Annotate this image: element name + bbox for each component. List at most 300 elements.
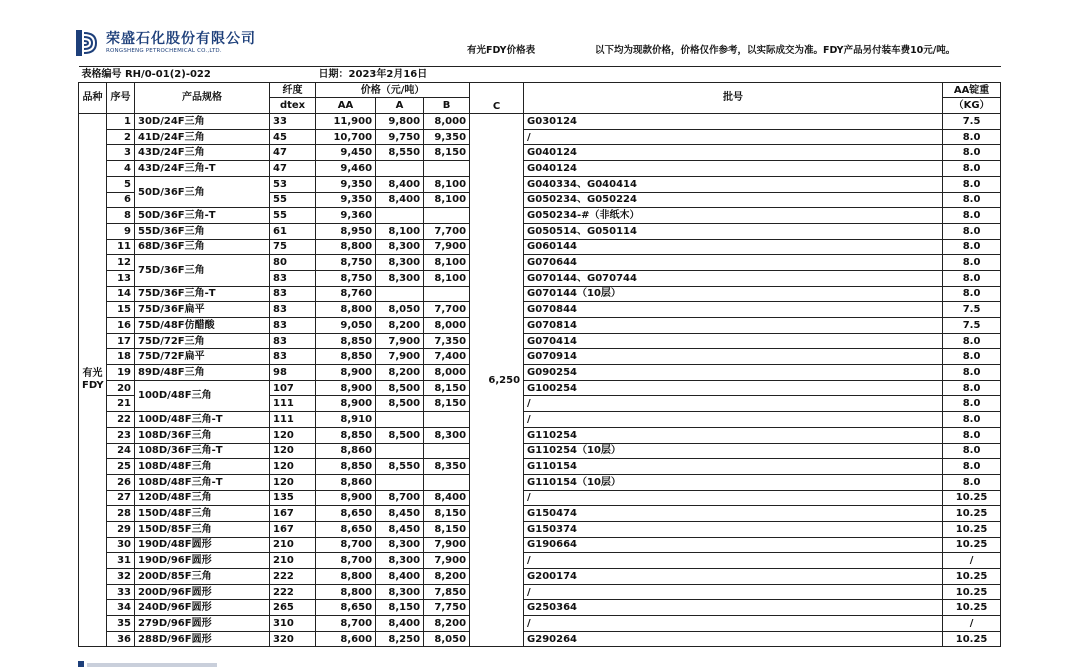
col-weight-top: AA锭重	[943, 82, 1001, 98]
price-a-cell: 8,400	[376, 616, 424, 632]
spec-cell: 43D/24F三角	[135, 145, 270, 161]
table-row	[79, 506, 1001, 522]
batch-cell: G190664	[524, 537, 943, 553]
price-a-cell: 8,550	[376, 459, 424, 475]
table-row	[79, 553, 1001, 569]
price-b-cell: 8,000	[424, 318, 470, 334]
meta-row	[79, 67, 1001, 83]
dtex-cell: 167	[270, 506, 316, 522]
price-aa-cell: 8,800	[316, 584, 376, 600]
spec-cell: 150D/85F三角	[135, 521, 270, 537]
spec-cell: 108D/36F三角	[135, 427, 270, 443]
batch-cell: G150474	[524, 506, 943, 522]
price-a-cell: 9,750	[376, 129, 424, 145]
table-row	[79, 365, 1001, 381]
table-row	[79, 490, 1001, 506]
price-aa-cell: 8,800	[316, 239, 376, 255]
dtex-cell: 310	[270, 616, 316, 632]
document-title: 有光FDY价格表	[467, 45, 536, 56]
batch-cell: /	[524, 584, 943, 600]
price-a-cell: 8,400	[376, 176, 424, 192]
price-a-cell: 8,300	[376, 255, 424, 271]
table-row	[79, 176, 1001, 192]
batch-cell: /	[524, 553, 943, 569]
date-label: 日期：2023年2月16日	[316, 67, 1001, 83]
seq-cell: 36	[107, 631, 135, 647]
col-variety: 品种	[79, 82, 107, 113]
col-aa: AA	[316, 98, 376, 114]
spec-cell: 75D/72F扁平	[135, 349, 270, 365]
seq-cell: 32	[107, 569, 135, 585]
price-aa-cell: 8,650	[316, 521, 376, 537]
price-a-cell: 8,300	[376, 553, 424, 569]
dtex-cell: 210	[270, 537, 316, 553]
price-b-cell: 8,200	[424, 616, 470, 632]
table-row	[79, 208, 1001, 224]
batch-cell: G150374	[524, 521, 943, 537]
batch-cell: G050234、G050224	[524, 192, 943, 208]
dtex-cell: 83	[270, 302, 316, 318]
variety-cell: 有光 FDY	[79, 114, 107, 647]
dtex-cell: 80	[270, 255, 316, 271]
price-aa-cell: 8,750	[316, 270, 376, 286]
price-a-cell: 9,800	[376, 114, 424, 130]
weight-cell: 8.0	[943, 192, 1001, 208]
table-row	[79, 474, 1001, 490]
price-aa-cell: 8,950	[316, 223, 376, 239]
col-a: A	[376, 98, 424, 114]
table-row	[79, 443, 1001, 459]
weight-cell: 8.0	[943, 427, 1001, 443]
seq-cell: 31	[107, 553, 135, 569]
weight-cell: 8.0	[943, 349, 1001, 365]
price-b-cell: 7,700	[424, 223, 470, 239]
table-row	[79, 223, 1001, 239]
company-logo	[76, 30, 256, 56]
spec-cell: 75D/72F三角	[135, 333, 270, 349]
spec-cell: 200D/96F圆形	[135, 584, 270, 600]
weight-cell: 10.25	[943, 490, 1001, 506]
batch-cell: G250364	[524, 600, 943, 616]
spec-cell: 55D/36F三角	[135, 223, 270, 239]
dtex-cell: 265	[270, 600, 316, 616]
batch-cell: G110154	[524, 459, 943, 475]
seq-cell: 19	[107, 365, 135, 381]
price-a-cell: 7,900	[376, 333, 424, 349]
dtex-cell: 135	[270, 490, 316, 506]
price-b-cell: 7,750	[424, 600, 470, 616]
table-row	[79, 161, 1001, 177]
price-aa-cell: 8,700	[316, 537, 376, 553]
dtex-cell: 167	[270, 521, 316, 537]
batch-cell: G290264	[524, 631, 943, 647]
dtex-cell: 83	[270, 286, 316, 302]
spec-cell: 190D/48F圆形	[135, 537, 270, 553]
form-number: 表格编号 RH/0-01(2)-022	[79, 67, 316, 83]
spec-cell: 68D/36F三角	[135, 239, 270, 255]
seq-cell: 27	[107, 490, 135, 506]
price-a-cell: 8,550	[376, 145, 424, 161]
weight-cell: 8.0	[943, 286, 1001, 302]
weight-cell: 7.5	[943, 302, 1001, 318]
price-b-cell: 8,350	[424, 459, 470, 475]
spec-cell: 75D/36F扁平	[135, 302, 270, 318]
price-a-cell: 8,400	[376, 569, 424, 585]
weight-cell: 10.25	[943, 506, 1001, 522]
price-b-cell: 8,150	[424, 380, 470, 396]
price-aa-cell: 8,910	[316, 412, 376, 428]
price-b-cell: 7,400	[424, 349, 470, 365]
seq-cell: 35	[107, 616, 135, 632]
price-a-cell	[376, 161, 424, 177]
dtex-cell: 75	[270, 239, 316, 255]
seq-cell: 22	[107, 412, 135, 428]
dtex-cell: 55	[270, 208, 316, 224]
price-a-cell: 8,450	[376, 521, 424, 537]
seq-cell: 24	[107, 443, 135, 459]
price-aa-cell: 8,900	[316, 396, 376, 412]
price-aa-cell: 8,650	[316, 506, 376, 522]
weight-cell: 10.25	[943, 569, 1001, 585]
dtex-cell: 222	[270, 569, 316, 585]
dtex-cell: 45	[270, 129, 316, 145]
price-a-cell: 8,300	[376, 584, 424, 600]
dtex-cell: 120	[270, 443, 316, 459]
price-aa-cell: 8,850	[316, 349, 376, 365]
price-b-cell: 8,100	[424, 255, 470, 271]
weight-cell: 7.5	[943, 318, 1001, 334]
weight-cell: 8.0	[943, 129, 1001, 145]
col-dtex-top: 纤度	[270, 82, 316, 98]
col-b: B	[424, 98, 470, 114]
spec-cell: 108D/48F三角-T	[135, 474, 270, 490]
weight-cell: 8.0	[943, 412, 1001, 428]
batch-cell: G110154（10层）	[524, 474, 943, 490]
price-b-cell: 9,350	[424, 129, 470, 145]
price-b-cell: 8,100	[424, 176, 470, 192]
spec-cell: 150D/48F三角	[135, 506, 270, 522]
dtex-cell: 83	[270, 349, 316, 365]
weight-cell: 8.0	[943, 270, 1001, 286]
price-a-cell: 8,150	[376, 600, 424, 616]
spec-cell: 288D/96F圆形	[135, 631, 270, 647]
price-aa-cell: 10,700	[316, 129, 376, 145]
weight-cell: 8.0	[943, 176, 1001, 192]
price-a-cell: 8,050	[376, 302, 424, 318]
price-a-cell: 8,100	[376, 223, 424, 239]
col-seq: 序号	[107, 82, 135, 113]
weight-cell: 8.0	[943, 474, 1001, 490]
header-row-1	[79, 82, 1001, 98]
seq-cell: 23	[107, 427, 135, 443]
table-row	[79, 239, 1001, 255]
price-b-cell: 8,150	[424, 506, 470, 522]
weight-cell: 8.0	[943, 161, 1001, 177]
price-b-cell: 7,700	[424, 302, 470, 318]
spec-cell: 75D/36F三角-T	[135, 286, 270, 302]
price-a-cell: 8,300	[376, 537, 424, 553]
price-b-cell: 8,400	[424, 490, 470, 506]
price-b-cell: 7,850	[424, 584, 470, 600]
weight-cell: 8.0	[943, 380, 1001, 396]
price-b-cell: 8,100	[424, 192, 470, 208]
batch-cell: /	[524, 396, 943, 412]
table-row	[79, 459, 1001, 475]
price-b-cell: 8,000	[424, 365, 470, 381]
batch-cell: /	[524, 129, 943, 145]
table-row	[79, 286, 1001, 302]
price-aa-cell: 8,900	[316, 490, 376, 506]
price-aa-cell: 8,750	[316, 255, 376, 271]
price-a-cell	[376, 443, 424, 459]
spec-cell: 108D/48F三角	[135, 459, 270, 475]
price-c-cell: 6,250	[470, 114, 524, 647]
spec-cell: 190D/96F圆形	[135, 553, 270, 569]
dtex-cell: 55	[270, 192, 316, 208]
batch-cell: /	[524, 490, 943, 506]
seq-cell: 20	[107, 380, 135, 396]
price-a-cell: 8,500	[376, 380, 424, 396]
spec-cell: 279D/96F圆形	[135, 616, 270, 632]
price-aa-cell: 8,860	[316, 474, 376, 490]
price-a-cell	[376, 412, 424, 428]
dtex-cell: 111	[270, 396, 316, 412]
seq-cell: 34	[107, 600, 135, 616]
price-aa-cell: 8,800	[316, 569, 376, 585]
price-b-cell: 8,000	[424, 114, 470, 130]
spec-cell: 120D/48F三角	[135, 490, 270, 506]
weight-cell: 8.0	[943, 396, 1001, 412]
seq-cell: 26	[107, 474, 135, 490]
seq-cell: 8	[107, 208, 135, 224]
seq-cell: 5	[107, 176, 135, 192]
weight-cell: 7.5	[943, 114, 1001, 130]
price-aa-cell: 8,900	[316, 365, 376, 381]
price-aa-cell: 9,360	[316, 208, 376, 224]
seq-cell: 25	[107, 459, 135, 475]
weight-cell: 8.0	[943, 365, 1001, 381]
col-weight-bottom: （KG）	[943, 98, 1001, 114]
price-a-cell: 8,250	[376, 631, 424, 647]
seq-cell: 29	[107, 521, 135, 537]
dtex-cell: 320	[270, 631, 316, 647]
dtex-cell: 222	[270, 584, 316, 600]
seq-cell: 33	[107, 584, 135, 600]
price-aa-cell: 9,350	[316, 192, 376, 208]
batch-cell: G070144（10层）	[524, 286, 943, 302]
price-a-cell: 8,500	[376, 396, 424, 412]
batch-cell: G070914	[524, 349, 943, 365]
price-b-cell: 8,150	[424, 396, 470, 412]
batch-cell: G200174	[524, 569, 943, 585]
dtex-cell: 47	[270, 161, 316, 177]
spec-cell: 200D/85F三角	[135, 569, 270, 585]
spec-cell: 75D/36F三角	[135, 255, 270, 286]
price-aa-cell: 9,460	[316, 161, 376, 177]
dtex-cell: 210	[270, 553, 316, 569]
col-spec: 产品规格	[135, 82, 270, 113]
table-row	[79, 318, 1001, 334]
weight-cell: 8.0	[943, 459, 1001, 475]
price-aa-cell: 9,450	[316, 145, 376, 161]
batch-cell: G040334、G040414	[524, 176, 943, 192]
price-b-cell	[424, 443, 470, 459]
price-aa-cell: 8,800	[316, 302, 376, 318]
price-b-cell: 8,050	[424, 631, 470, 647]
batch-cell: /	[524, 412, 943, 428]
batch-cell: G050514、G050114	[524, 223, 943, 239]
spec-cell: 89D/48F三角	[135, 365, 270, 381]
price-b-cell: 8,200	[424, 569, 470, 585]
batch-cell: G040124	[524, 161, 943, 177]
weight-cell: 8.0	[943, 145, 1001, 161]
batch-cell: G030124	[524, 114, 943, 130]
company-logo-icon	[76, 30, 100, 56]
spec-cell: 50D/36F三角	[135, 176, 270, 207]
document-header	[0, 0, 1080, 66]
price-b-cell: 7,900	[424, 537, 470, 553]
batch-cell: G070814	[524, 318, 943, 334]
seq-cell: 21	[107, 396, 135, 412]
price-aa-cell: 8,700	[316, 616, 376, 632]
price-a-cell: 8,400	[376, 192, 424, 208]
table-row	[79, 114, 1001, 130]
seq-cell: 14	[107, 286, 135, 302]
table-row	[79, 569, 1001, 585]
company-name-en: RONGSHENG PETROCHEMICAL CO.,LTD.	[106, 48, 222, 54]
price-aa-cell: 8,850	[316, 333, 376, 349]
price-aa-cell: 8,900	[316, 380, 376, 396]
price-a-cell	[376, 474, 424, 490]
col-batch: 批号	[524, 82, 943, 113]
weight-cell: 8.0	[943, 223, 1001, 239]
price-b-cell: 8,150	[424, 145, 470, 161]
price-b-cell	[424, 208, 470, 224]
dtex-cell: 120	[270, 459, 316, 475]
price-a-cell: 8,500	[376, 427, 424, 443]
price-aa-cell: 11,900	[316, 114, 376, 130]
table-row	[79, 412, 1001, 428]
seq-cell: 28	[107, 506, 135, 522]
spec-cell: 108D/36F三角-T	[135, 443, 270, 459]
price-a-cell	[376, 208, 424, 224]
dtex-cell: 107	[270, 380, 316, 396]
dtex-cell: 53	[270, 176, 316, 192]
table-row	[79, 349, 1001, 365]
dtex-cell: 83	[270, 318, 316, 334]
seq-cell: 9	[107, 223, 135, 239]
price-b-cell	[424, 286, 470, 302]
seq-cell: 12	[107, 255, 135, 271]
weight-cell: 8.0	[943, 255, 1001, 271]
price-aa-cell: 9,350	[316, 176, 376, 192]
batch-cell: G110254（10层）	[524, 443, 943, 459]
price-b-cell	[424, 474, 470, 490]
seq-cell: 15	[107, 302, 135, 318]
seq-cell: 11	[107, 239, 135, 255]
batch-cell: G100254	[524, 380, 943, 396]
weight-cell: 10.25	[943, 631, 1001, 647]
spec-cell: 30D/24F三角	[135, 114, 270, 130]
price-a-cell	[376, 286, 424, 302]
weight-cell: 10.25	[943, 584, 1001, 600]
price-b-cell	[424, 412, 470, 428]
price-a-cell: 8,300	[376, 239, 424, 255]
batch-cell: G090254	[524, 365, 943, 381]
dtex-cell: 98	[270, 365, 316, 381]
table-row	[79, 600, 1001, 616]
spec-cell: 240D/96F圆形	[135, 600, 270, 616]
batch-cell: G060144	[524, 239, 943, 255]
seq-cell: 17	[107, 333, 135, 349]
batch-cell: G070414	[524, 333, 943, 349]
dtex-cell: 47	[270, 145, 316, 161]
weight-cell: 8.0	[943, 239, 1001, 255]
weight-cell: 10.25	[943, 537, 1001, 553]
weight-cell: 10.25	[943, 600, 1001, 616]
spec-cell: 41D/24F三角	[135, 129, 270, 145]
col-dtex-bottom: dtex	[270, 98, 316, 114]
table-row	[79, 145, 1001, 161]
table-row	[79, 302, 1001, 318]
table-row	[79, 333, 1001, 349]
price-aa-cell: 8,650	[316, 600, 376, 616]
price-aa-cell: 8,760	[316, 286, 376, 302]
batch-cell: G070644	[524, 255, 943, 271]
weight-cell: /	[943, 616, 1001, 632]
table-row	[79, 380, 1001, 396]
price-a-cell: 8,200	[376, 365, 424, 381]
seq-cell: 13	[107, 270, 135, 286]
dtex-cell: 83	[270, 333, 316, 349]
spec-cell: 100D/48F三角-T	[135, 412, 270, 428]
dtex-cell: 120	[270, 427, 316, 443]
weight-cell: 8.0	[943, 443, 1001, 459]
seq-cell: 3	[107, 145, 135, 161]
seq-cell: 1	[107, 114, 135, 130]
table-row	[79, 521, 1001, 537]
price-aa-cell: 8,850	[316, 427, 376, 443]
price-a-cell: 8,450	[376, 506, 424, 522]
price-a-cell: 8,200	[376, 318, 424, 334]
seq-cell: 30	[107, 537, 135, 553]
seq-cell: 16	[107, 318, 135, 334]
dtex-cell: 83	[270, 270, 316, 286]
table-row	[79, 255, 1001, 271]
spec-cell: 43D/24F三角-T	[135, 161, 270, 177]
seq-cell: 2	[107, 129, 135, 145]
weight-cell: /	[943, 553, 1001, 569]
batch-cell: G050234-#（非纸木）	[524, 208, 943, 224]
batch-cell: /	[524, 616, 943, 632]
price-table	[78, 66, 1001, 647]
table-row	[79, 537, 1001, 553]
price-aa-cell: 8,850	[316, 459, 376, 475]
col-c: C	[470, 82, 524, 113]
spec-cell: 75D/48F仿醋酸	[135, 318, 270, 334]
spec-cell: 50D/36F三角-T	[135, 208, 270, 224]
batch-cell: G070844	[524, 302, 943, 318]
next-page-logo-fragment	[78, 659, 238, 667]
weight-cell: 10.25	[943, 521, 1001, 537]
table-row	[79, 616, 1001, 632]
batch-cell: G040124	[524, 145, 943, 161]
table-row	[79, 129, 1001, 145]
price-b-cell: 8,150	[424, 521, 470, 537]
table-row	[79, 631, 1001, 647]
weight-cell: 8.0	[943, 208, 1001, 224]
price-b-cell	[424, 161, 470, 177]
